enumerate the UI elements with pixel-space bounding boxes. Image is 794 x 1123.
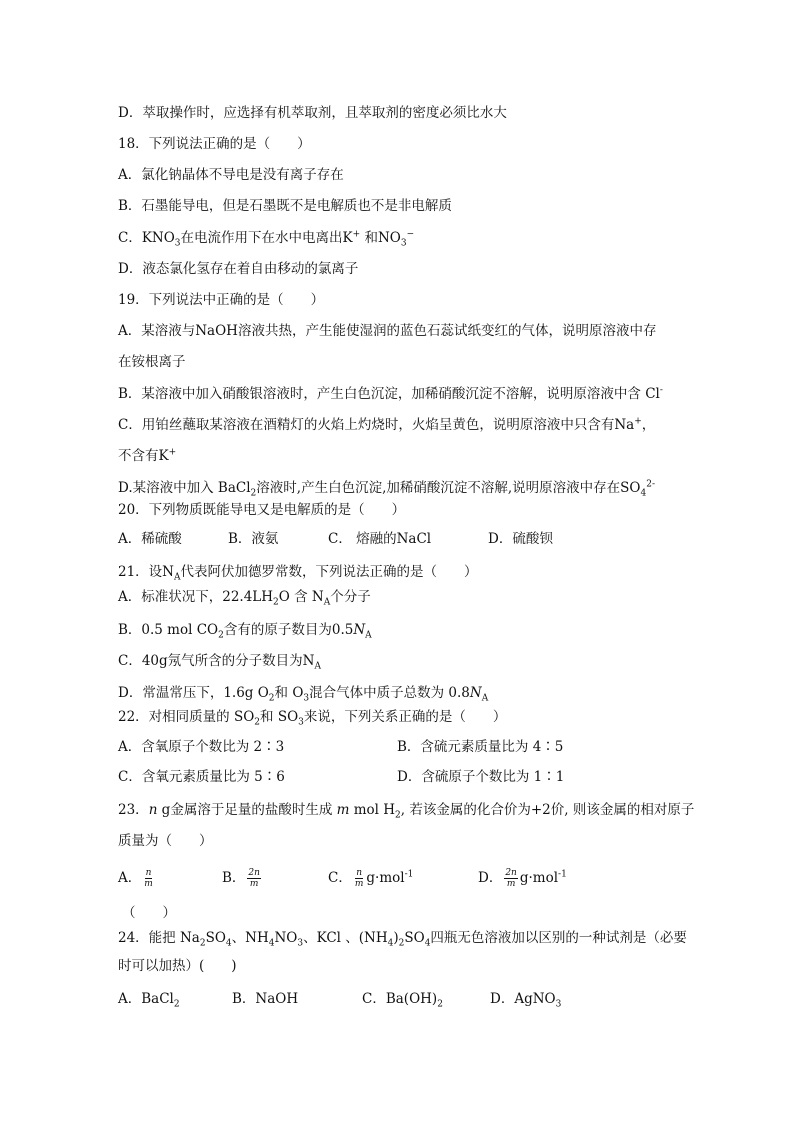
q18-option-c: C．$KNO_3$在电流作用下在水中电离出K+ 和$NO_3^-$: [118, 229, 415, 249]
q20-option-c: C． 熔融的NaCl: [328, 531, 432, 547]
q19-option-a-cont: 在铵根离子: [118, 354, 186, 370]
q17-option-d: D．萃取操作时，应选择有机萃取剂，且萃取剂的密度必须比水大: [118, 105, 507, 121]
q21-option-a: A．标准状况下，$22.4LH_2O$ 含 $N_A$个分子: [118, 589, 371, 608]
q21-option-c: C．40g氖气所含的分子数目为$N_A$: [118, 653, 321, 672]
q21-option-d: D．常温常压下，1.6g $O_2$和 $O_3$混合气体中质子总数为 $0.8N_A$: [118, 685, 489, 704]
q21-option-b: B．0.5 mol $CO_2$含有的原子数目为$0.5N_A$: [118, 622, 372, 641]
q18-option-b: B．石墨能导电，但是石墨既不是电解质也不是非电解质: [118, 198, 452, 214]
q19-option-d: D.某溶液中加入 BaCl$_2$溶液时,产生白色沉淀,加稀硝酸沉淀不溶解,说明原溶液中存在$SO_4^{2-}$: [118, 479, 655, 499]
q23-option-c: C． $\frac{n}{m}$ g·mol$^{-1}$: [328, 868, 414, 889]
fraction: $\frac{2n}{m}$: [248, 868, 260, 889]
q23-option-b: B． $\frac{2n}{m}$: [222, 868, 260, 889]
q21-stem: 21．设$N_A$代表阿伏加德罗常数，下列说法正确的是（ ）: [118, 564, 478, 583]
q24-option-d: D．AgNO$_3$: [490, 991, 562, 1010]
q23-option-d: D． $\frac{2n}{m}$ g·mol$^{-1}$: [478, 868, 567, 889]
q22-option-c: C．含氧元素质量比为 5∶6: [118, 769, 285, 785]
q24-stem: 24．能把 $Na_2SO_4$、$NH_4NO_3$、KCl 、$(NH_4)_2SO_4$四瓶无色溶液加以区别的一种试剂是（必要: [118, 930, 687, 949]
q19-option-c: C．用铂丝蘸取某溶液在酒精灯的火焰上灼烧时，火焰呈黄色，说明原溶液中只含有Na+，: [118, 416, 656, 433]
q20-option-b: B．液氨: [228, 531, 279, 547]
q19-stem: 19．下列说法中正确的是（ ）: [118, 292, 325, 308]
q18-stem: 18．下列说法正确的是（ ）: [118, 136, 311, 152]
fraction: $\frac{n}{m}$: [144, 868, 153, 889]
q22-option-a: A．含氧原子个数比为 2∶3: [118, 739, 285, 755]
q24-option-b: B．NaOH: [232, 991, 299, 1007]
q23-answer-blank: （ ）: [122, 905, 176, 921]
q18-option-d: D．液态氯化氢存在着自由移动的氯离子: [118, 261, 359, 277]
q19-option-c-cont: 不含有K+: [118, 447, 177, 464]
q20-option-a: A．稀硫酸: [118, 531, 182, 547]
q23-option-a: A． $\frac{n}{m}$: [118, 868, 153, 889]
fraction: $\frac{2n}{m}$: [505, 868, 517, 889]
q18-option-a: A．氯化钠晶体不导电是没有离子存在: [118, 167, 344, 183]
q20-option-d: D．硫酸钡: [488, 531, 553, 547]
fraction: $\frac{n}{m}$: [354, 868, 364, 889]
q23-stem: 23．n g金属溶于足量的盐酸时生成 m mol $H_2$, 若该金属的化合价为+2价, 则该金属的相对原子: [118, 802, 695, 821]
q22-option-d: D．含硫原子个数比为 1∶1: [397, 769, 565, 785]
q24-option-c: C．$Ba(OH)_2$: [362, 991, 443, 1010]
q19-option-a: A．某溶液与NaOH溶液共热，产生能使湿润的蓝色石蕊试纸变红的气体，说明原溶液中存: [118, 323, 657, 339]
q22-stem: 22．对相同质量的 $SO_2$和 $SO_3$来说，下列关系正确的是（ ）: [118, 709, 507, 728]
q24-option-a: A．BaCl$_2$: [118, 991, 180, 1010]
q23-stem-cont: 质量为（ ）: [118, 833, 213, 849]
q20-stem: 20．下列物质既能导电又是电解质的是（ ）: [118, 502, 406, 518]
q19-option-b: B．某溶液中加入硝酸银溶液时，产生白色沉淀，加稀硝酸沉淀不溶解，说明原溶液中含 Cl-: [118, 385, 663, 402]
q22-option-b: B．含硫元素质量比为 4∶5: [397, 739, 564, 755]
q24-stem-cont: 时可以加热）( ): [118, 958, 237, 974]
